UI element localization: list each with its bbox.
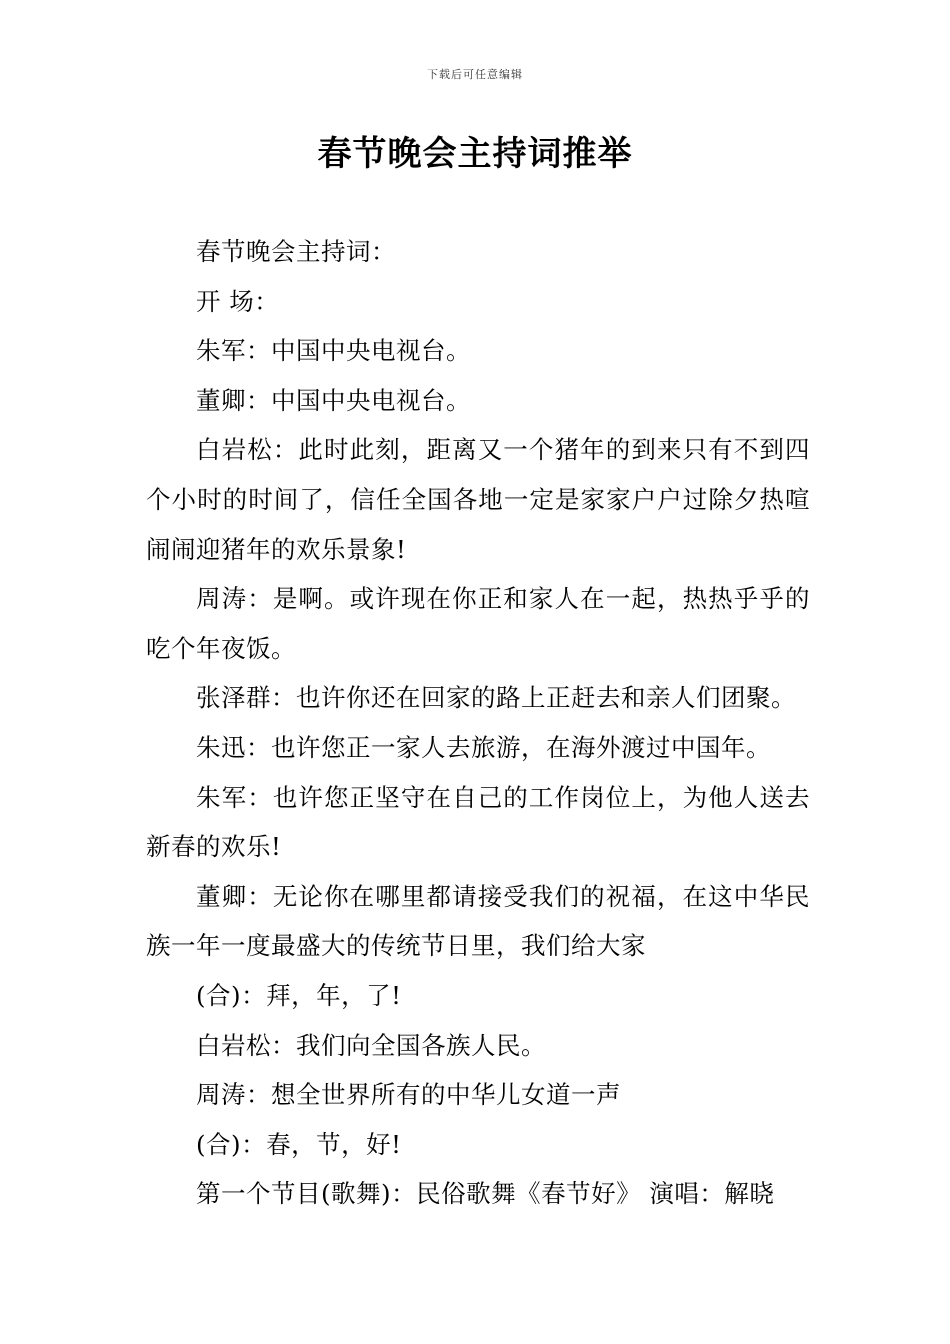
paragraph: 董卿：无论你在哪里都请接受我们的祝福，在这中华民族一年一度最盛大的传统节日里，我们给大家 [146, 881, 810, 961]
paragraph: 第一个节目(歌舞)：民俗歌舞《春节好》 演唱：解晓 [196, 1179, 775, 1209]
paragraph: 周涛：是啊。或许现在你正和家人在一起，热热乎乎的吃个年夜饭。 [146, 584, 810, 663]
paragraph: (合)：春，节，好! [196, 1129, 402, 1159]
paragraph: 董卿：中国中央电视台。 [196, 385, 471, 415]
document-body [146, 227, 810, 1219]
paragraph: 周涛：想全世界所有的中华儿女道一声 [196, 1080, 621, 1110]
paragraph: 朱军：也许您正坚守在自己的工作岗位上，为他人送去新春的欢乐! [146, 782, 810, 862]
document-title: 春节晚会主持词推举 [317, 134, 633, 174]
header-note: 下载后可任意编辑 [427, 68, 523, 81]
paragraph: 朱迅：也许您正一家人去旅游，在海外渡过中国年。 [196, 732, 771, 762]
paragraph: 朱军：中国中央电视台。 [196, 336, 471, 366]
paragraph: 春节晚会主持词： [196, 237, 396, 266]
paragraph: 白岩松：我们向全国各族人民。 [196, 1030, 546, 1060]
paragraph: (合)：拜，年，了! [196, 980, 402, 1010]
paragraph: 开 场： [196, 286, 280, 316]
paragraph: 白岩松：此时此刻，距离又一个猪年的到来只有不到四个小时的时间了，信任全国各地一定是家家户户过除夕热喧闹闹迎猪年的欢乐景象! [146, 435, 810, 564]
paragraph: 张泽群：也许你还在回家的路上正赶去和亲人们团聚。 [196, 683, 796, 713]
